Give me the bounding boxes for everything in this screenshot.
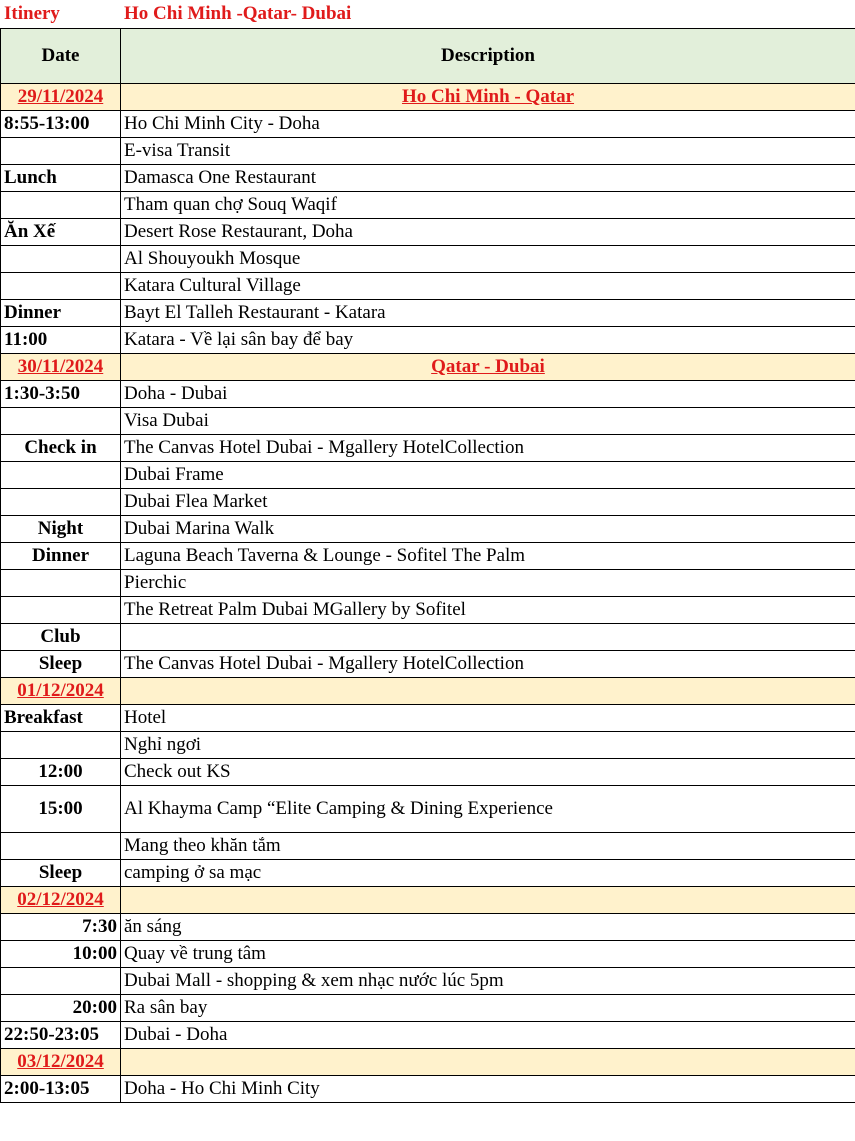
route-cell: Ho Chi Minh - Qatar bbox=[121, 84, 855, 111]
time-cell: Dinner bbox=[1, 300, 121, 327]
date-cell: 02/12/2024 bbox=[1, 887, 121, 914]
itinerary-title-row bbox=[0, 0, 855, 28]
description-cell bbox=[121, 624, 855, 651]
table-row bbox=[1, 833, 855, 860]
description-cell: Dubai - Doha bbox=[121, 1022, 855, 1049]
route-cell: Qatar - Dubai bbox=[121, 354, 855, 381]
description-cell: ăn sáng bbox=[121, 914, 855, 941]
table-row bbox=[1, 381, 855, 408]
date-row bbox=[1, 84, 855, 111]
description-cell: Damasca One Restaurant bbox=[121, 165, 855, 192]
description-cell: Pierchic bbox=[121, 570, 855, 597]
time-cell: 20:00 bbox=[1, 995, 121, 1022]
table-row bbox=[1, 192, 855, 219]
table-row bbox=[1, 489, 855, 516]
date-row bbox=[1, 678, 855, 705]
table-row bbox=[1, 111, 855, 138]
itinerary-route-title: Ho Chi Minh -Qatar- Dubai bbox=[124, 3, 352, 24]
date-row bbox=[1, 887, 855, 914]
description-cell: E-visa Transit bbox=[121, 138, 855, 165]
table-row bbox=[1, 165, 855, 192]
table-row bbox=[1, 516, 855, 543]
time-cell: Night bbox=[1, 516, 121, 543]
description-cell: Katara Cultural Village bbox=[121, 273, 855, 300]
table-row bbox=[1, 941, 855, 968]
table-row bbox=[1, 462, 855, 489]
time-cell: 15:00 bbox=[1, 786, 121, 833]
time-cell: 10:00 bbox=[1, 941, 121, 968]
table-row bbox=[1, 300, 855, 327]
table-row bbox=[1, 860, 855, 887]
description-cell: Katara - Về lại sân bay để bay bbox=[121, 327, 855, 354]
table-row bbox=[1, 1076, 855, 1103]
time-cell: Club bbox=[1, 624, 121, 651]
time-cell bbox=[1, 138, 121, 165]
table-row bbox=[1, 597, 855, 624]
table-row bbox=[1, 219, 855, 246]
description-cell: The Canvas Hotel Dubai - Mgallery HotelCollection bbox=[121, 651, 855, 678]
time-cell bbox=[1, 833, 121, 860]
table-row bbox=[1, 786, 855, 833]
table-row bbox=[1, 995, 855, 1022]
description-cell: Doha - Dubai bbox=[121, 381, 855, 408]
description-column-header: Description bbox=[121, 29, 855, 84]
table-row bbox=[1, 1022, 855, 1049]
time-cell: Ăn Xế bbox=[1, 219, 121, 246]
time-cell bbox=[1, 462, 121, 489]
description-cell: Bayt El Talleh Restaurant - Katara bbox=[121, 300, 855, 327]
itinerary-label: Itinery bbox=[4, 3, 60, 24]
route-cell bbox=[121, 1049, 855, 1076]
time-cell bbox=[1, 273, 121, 300]
description-cell: Desert Rose Restaurant, Doha bbox=[121, 219, 855, 246]
time-cell: 7:30 bbox=[1, 914, 121, 941]
description-cell: Tham quan chợ Souq Waqif bbox=[121, 192, 855, 219]
description-cell: Al Khayma Camp “Elite Camping & Dining Experience bbox=[121, 786, 855, 833]
itinerary-rows bbox=[1, 84, 855, 1103]
date-row bbox=[1, 1049, 855, 1076]
table-row bbox=[1, 914, 855, 941]
date-row bbox=[1, 354, 855, 381]
time-cell bbox=[1, 408, 121, 435]
table-row bbox=[1, 705, 855, 732]
description-cell: Quay về trung tâm bbox=[121, 941, 855, 968]
time-cell: 22:50-23:05 bbox=[1, 1022, 121, 1049]
table-row bbox=[1, 968, 855, 995]
time-cell: Breakfast bbox=[1, 705, 121, 732]
time-cell: Lunch bbox=[1, 165, 121, 192]
time-cell bbox=[1, 192, 121, 219]
table-row bbox=[1, 273, 855, 300]
description-cell: The Retreat Palm Dubai MGallery by Sofitel bbox=[121, 597, 855, 624]
table-row bbox=[1, 138, 855, 165]
description-cell: Al Shouyoukh Mosque bbox=[121, 246, 855, 273]
description-cell: Dubai Mall - shopping & xem nhạc nước lúc 5pm bbox=[121, 968, 855, 995]
route-cell bbox=[121, 678, 855, 705]
description-cell: Hotel bbox=[121, 705, 855, 732]
time-cell: Check in bbox=[1, 435, 121, 462]
time-cell bbox=[1, 489, 121, 516]
description-cell: Check out KS bbox=[121, 759, 855, 786]
date-cell: 30/11/2024 bbox=[1, 354, 121, 381]
table-row bbox=[1, 624, 855, 651]
date-cell: 29/11/2024 bbox=[1, 84, 121, 111]
table-row bbox=[1, 408, 855, 435]
time-cell bbox=[1, 246, 121, 273]
table-row bbox=[1, 759, 855, 786]
table-row bbox=[1, 435, 855, 462]
table-row bbox=[1, 327, 855, 354]
time-cell: Sleep bbox=[1, 651, 121, 678]
description-cell: The Canvas Hotel Dubai - Mgallery HotelCollection bbox=[121, 435, 855, 462]
time-cell: 2:00-13:05 bbox=[1, 1076, 121, 1103]
description-cell: Nghỉ ngơi bbox=[121, 732, 855, 759]
description-cell: camping ở sa mạc bbox=[121, 860, 855, 887]
table-row bbox=[1, 732, 855, 759]
description-cell: Ho Chi Minh City - Doha bbox=[121, 111, 855, 138]
description-cell: Dubai Frame bbox=[121, 462, 855, 489]
header-row bbox=[1, 29, 855, 84]
description-cell: Doha - Ho Chi Minh City bbox=[121, 1076, 855, 1103]
time-cell: Dinner bbox=[1, 543, 121, 570]
date-column-header: Date bbox=[1, 29, 121, 84]
date-cell: 01/12/2024 bbox=[1, 678, 121, 705]
table-row bbox=[1, 543, 855, 570]
route-cell bbox=[121, 887, 855, 914]
time-cell bbox=[1, 570, 121, 597]
itinerary-table bbox=[0, 28, 855, 1103]
description-cell: Visa Dubai bbox=[121, 408, 855, 435]
description-cell: Ra sân bay bbox=[121, 995, 855, 1022]
description-cell: Dubai Marina Walk bbox=[121, 516, 855, 543]
time-cell: 11:00 bbox=[1, 327, 121, 354]
description-cell: Mang theo khăn tắm bbox=[121, 833, 855, 860]
time-cell: 8:55-13:00 bbox=[1, 111, 121, 138]
time-cell: 12:00 bbox=[1, 759, 121, 786]
table-row bbox=[1, 570, 855, 597]
description-cell: Laguna Beach Taverna & Lounge - Sofitel The Palm bbox=[121, 543, 855, 570]
date-cell: 03/12/2024 bbox=[1, 1049, 121, 1076]
time-cell: 1:30-3:50 bbox=[1, 381, 121, 408]
time-cell bbox=[1, 968, 121, 995]
description-cell: Dubai Flea Market bbox=[121, 489, 855, 516]
time-cell bbox=[1, 597, 121, 624]
table-row bbox=[1, 246, 855, 273]
table-row bbox=[1, 651, 855, 678]
time-cell bbox=[1, 732, 121, 759]
time-cell: Sleep bbox=[1, 860, 121, 887]
